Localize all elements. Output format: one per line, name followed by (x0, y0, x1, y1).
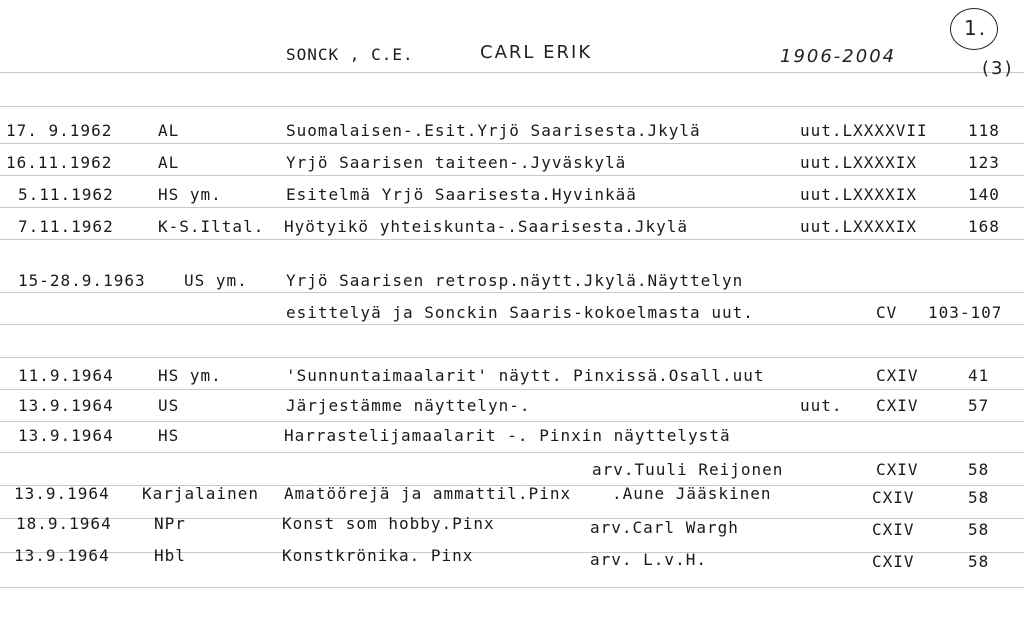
entry-page: 168 (968, 217, 1000, 236)
rule-line (0, 452, 1024, 453)
rule-line (0, 106, 1024, 107)
entry-ref: CXIV (876, 366, 919, 385)
entry-date: 5.11.1962 (18, 185, 114, 204)
entry-title: Hyötyikö yhteiskunta-.Saarisesta.Jkylä (284, 217, 689, 236)
entry-source: NPr (154, 514, 186, 533)
entry-author: .Aune Jääskinen (612, 484, 772, 503)
entry-page: 57 (968, 396, 990, 415)
entry-title: Konstkrönika. Pinx (282, 546, 474, 565)
entry-ref: CXIV (876, 460, 919, 479)
entry-title: Järjestämme näyttelyn-. (286, 396, 531, 415)
entry-page: 58 (968, 460, 990, 479)
entry-ref: uut.LXXXXIX (800, 217, 917, 236)
entry-ref: uut.LXXXXIX (800, 185, 917, 204)
entry-date: 15-28.9.1963 (18, 271, 146, 290)
entry-source: HS ym. (158, 366, 222, 385)
rule-line (0, 207, 1024, 208)
rule-line (0, 357, 1024, 358)
entry-page: 103-107 (928, 303, 1003, 322)
entry-page: 123 (968, 153, 1000, 172)
entry-ref: CXIV (876, 396, 919, 415)
entry-page: 140 (968, 185, 1000, 204)
entry-source: K-S.Iltal. (158, 217, 265, 236)
rule-line (0, 389, 1024, 390)
entry-source: Hbl (154, 546, 186, 565)
entry-title: Yrjö Saarisen taiteen-.Jyväskylä (286, 153, 627, 172)
entry-title-continued: esittelyä ja Sonckin Saaris-kokoelmasta uut. (286, 303, 754, 322)
rule-line (0, 421, 1024, 422)
entry-date: 13.9.1964 (14, 484, 110, 503)
card-count: (3) (982, 58, 1014, 79)
entry-page: 58 (968, 520, 990, 539)
entry-ref: CV (876, 303, 898, 322)
entry-title: Suomalaisen-.Esit.Yrjö Saarisesta.Jkylä (286, 121, 701, 140)
handwritten-full-name: CARL ERIK (480, 42, 593, 63)
rule-line (0, 72, 1024, 73)
entry-title: Konst som hobby.Pinx (282, 514, 495, 533)
entry-source: HS (158, 426, 180, 445)
entry-date: 13.9.1964 (18, 426, 114, 445)
entry-source: AL (158, 121, 180, 140)
rule-line (0, 587, 1024, 588)
entry-date: 17. 9.1962 (6, 121, 113, 140)
entry-ref: CXIV (872, 488, 915, 507)
entry-ref: uut.LXXXXVII (800, 121, 928, 140)
entry-date: 16.11.1962 (6, 153, 113, 172)
entry-source: Karjalainen (142, 484, 259, 503)
entry-page: 118 (968, 121, 1000, 140)
entry-date: 7.11.1962 (18, 217, 114, 236)
entry-page: 41 (968, 366, 990, 385)
rule-line (0, 239, 1024, 240)
entry-source: HS ym. (158, 185, 222, 204)
rule-line (0, 143, 1024, 144)
entry-date: 13.9.1964 (18, 396, 114, 415)
rule-line (0, 324, 1024, 325)
entry-page: 58 (968, 552, 990, 571)
entry-ref: CXIV (872, 552, 915, 571)
handwritten-years: 1906-2004 (780, 46, 897, 67)
entry-title: Yrjö Saarisen retrosp.näytt.Jkylä.Näyttelyn (286, 271, 744, 290)
card-number: 1. (964, 16, 988, 40)
entry-date: 11.9.1964 (18, 366, 114, 385)
entry-title: Harrastelijamaalarit -. Pinxin näyttelystä (284, 426, 731, 445)
entry-date: 18.9.1964 (16, 514, 112, 533)
entry-title: 'Sunnuntaimaalarit' näytt. Pinxissä.Osall.uut (286, 366, 765, 385)
entry-author: arv.Carl Wargh (590, 518, 739, 537)
entry-author: arv.Tuuli Reijonen (592, 460, 784, 479)
entry-author: arv. L.v.H. (590, 550, 707, 569)
entry-ref: uut.LXXXXIX (800, 153, 917, 172)
entry-date: 13.9.1964 (14, 546, 110, 565)
entry-title: Amatöörejä ja ammattil.Pinx (284, 484, 572, 503)
entry-source: US (158, 396, 180, 415)
entry-source: US ym. (184, 271, 248, 290)
entry-source: AL (158, 153, 180, 172)
entry-ref-prefix: uut. (800, 396, 843, 415)
entry-title: Esitelmä Yrjö Saarisesta.Hyvinkää (286, 185, 637, 204)
rule-line (0, 292, 1024, 293)
rule-line (0, 175, 1024, 176)
entry-page: 58 (968, 488, 990, 507)
entry-ref: CXIV (872, 520, 915, 539)
person-name: SONCK , C.E. (286, 45, 414, 64)
